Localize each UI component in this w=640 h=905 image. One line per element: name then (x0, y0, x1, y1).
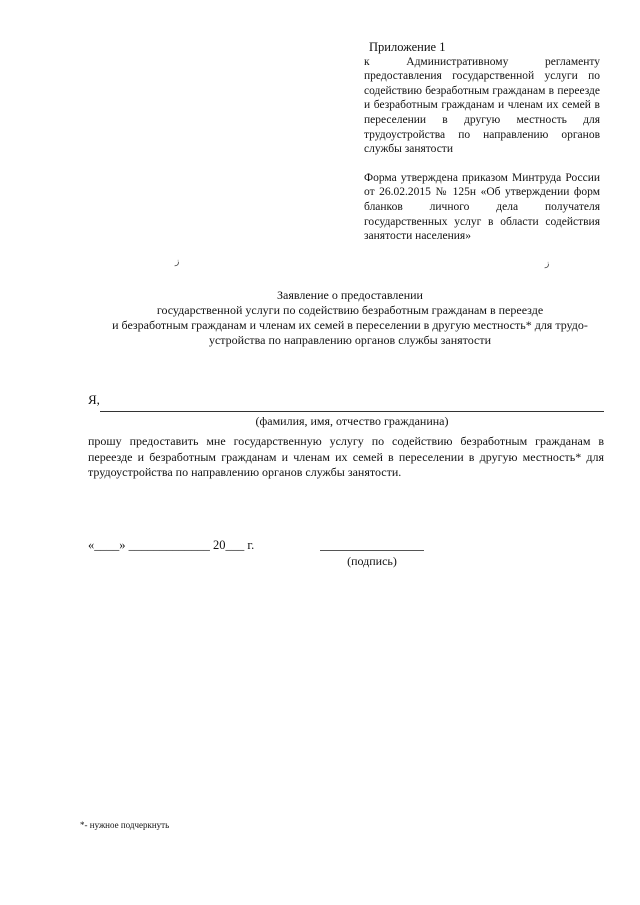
form-approval-note: Форма утверждена приказом Минтруда России от 26.02.2015 № 125н «Об утверждении форм бланков личного дела получателя государственных услуг в области содействия занятости населения» (364, 171, 600, 243)
heading-line-4: устройства по направлению органов службы занятости (208, 333, 492, 347)
date-field[interactable]: «____» _____________ 20___ г. (88, 538, 255, 552)
applicant-prefix: Я, (88, 392, 100, 407)
heading-line-2: государственной услуги по содействию безработным гражданам в переезде (156, 303, 544, 317)
request-text: прошу предоставить мне государственную услугу по содействию безработным гражданам в переезде и безработным гражданам и членам их семей в переселении в другую местность* для трудоустройства по направлению органов службы занятости. (88, 434, 604, 480)
scan-mark-right: ز (545, 258, 550, 268)
signature-field[interactable] (320, 550, 424, 551)
application-heading (80, 288, 620, 348)
applicant-name-caption: (фамилия, имя, отчество гражданина) (255, 414, 449, 428)
appendix-title: Приложение 1 (369, 40, 446, 54)
appendix-text: к Административному регламенту предоставления государственной услуги по содействию безработным гражданам в переезде и безработным гражданам и членам их семей в переселении в другую местность для трудоустройства по направлению органов службы занятости (364, 55, 600, 156)
applicant-name-field[interactable] (100, 411, 604, 412)
appendix-block (364, 40, 600, 244)
signature-caption: (подпись) (347, 554, 397, 568)
heading-line-1: Заявление о предоставлении (277, 288, 423, 302)
heading-line-3: и безработным гражданам и членам их семей в переселении в другую местность* для трудо- (112, 318, 588, 332)
footnote: *- нужное подчеркнуть (80, 820, 170, 830)
scan-mark-left: ز (175, 256, 180, 266)
